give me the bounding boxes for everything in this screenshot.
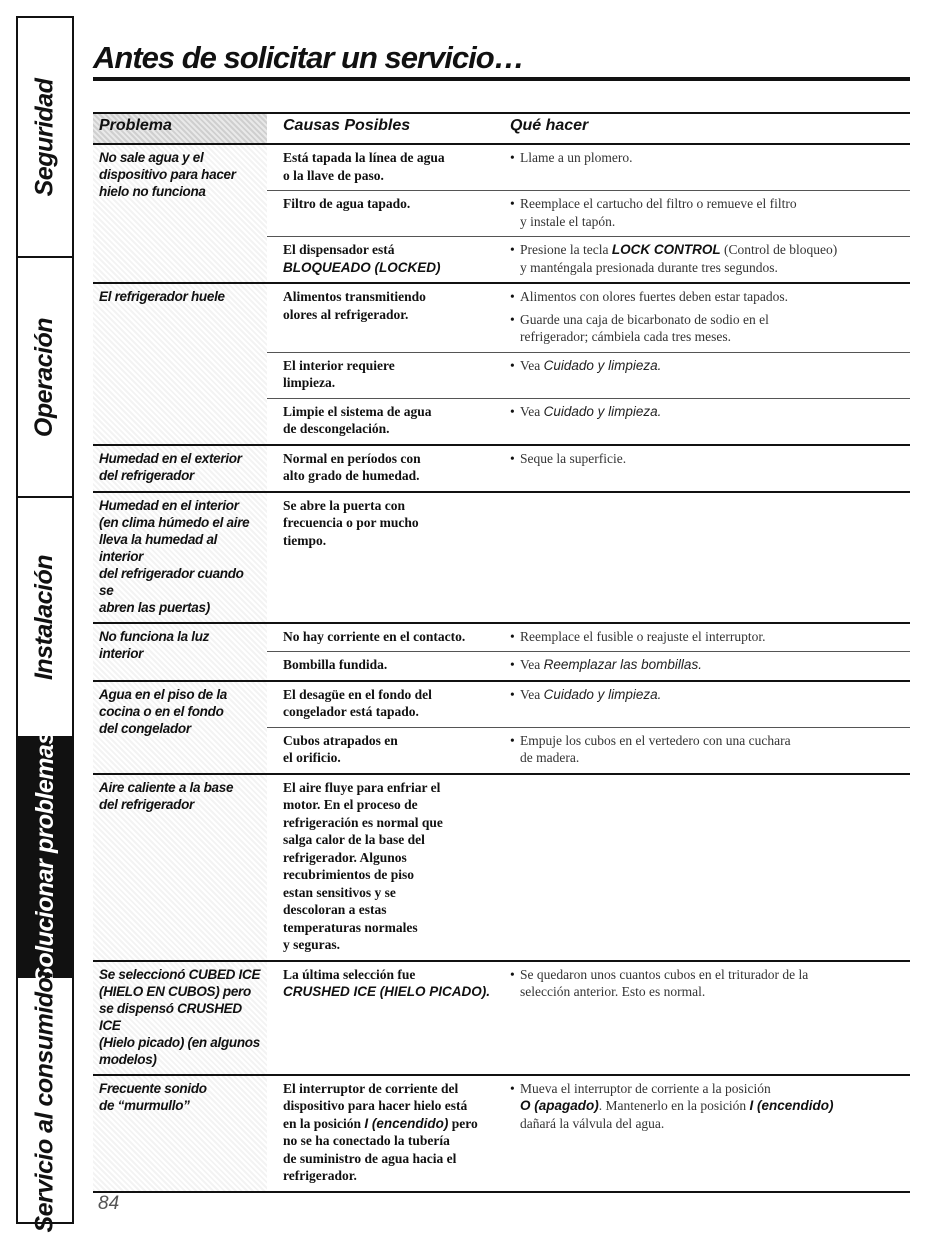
emphasis-text: Reemplazar las bombillas.	[543, 657, 702, 672]
action-cell	[502, 966, 910, 1001]
bullet-icon: •	[510, 657, 515, 672]
action-bullet	[510, 403, 910, 421]
action-cell	[502, 732, 910, 767]
page-title: Antes de solicitar un servicio…	[93, 40, 524, 75]
tab-label: Solucionar problemas	[30, 730, 59, 984]
emphasis-text: O (apagado)	[520, 1098, 599, 1113]
text-segment: Vea	[520, 357, 544, 373]
problem-cell	[93, 493, 267, 622]
problem-text: Humedad en el interior (en clima húmedo el aire lleva la humedad al interior del refrigerador cuando se abren las puertas)	[99, 497, 250, 615]
cause-action-group	[267, 493, 910, 622]
action-bullet	[510, 195, 910, 230]
problem-text: Frecuente sonido de “murmullo”	[99, 1080, 207, 1113]
cause-action-pair	[267, 284, 910, 353]
action-bullet	[510, 628, 910, 646]
bullet-icon: •	[510, 357, 515, 373]
header-causes: Causas Posibles	[283, 117, 411, 134]
tab-operacion[interactable]	[18, 258, 72, 498]
action-bullet	[510, 450, 910, 468]
text-segment: Vea	[520, 686, 544, 702]
cause-text	[267, 241, 502, 276]
text-segment: dañará la válvula del agua.	[520, 1115, 665, 1131]
table-row	[93, 1076, 910, 1193]
table-row	[93, 962, 910, 1076]
text-segment: (Control de bloqueo) y manténgala presionada durante tres segundos.	[520, 242, 838, 275]
header-problem-cell	[93, 114, 267, 143]
cause-text: Alimentos transmitiendo olores al refrigerador.	[283, 289, 426, 322]
tab-seguridad[interactable]	[18, 18, 72, 258]
cause-action-pair	[267, 353, 910, 399]
action-cell	[502, 1080, 910, 1185]
text-segment: Guarde una caja de bicarbonato de sodio en el refrigerador; cámbiela cada tres meses.	[520, 311, 769, 344]
section-tab-bar	[16, 16, 74, 1233]
text-segment: La última selección fue	[283, 966, 416, 982]
action-cell	[502, 686, 910, 721]
problem-cell	[93, 682, 267, 773]
cause-text: El aire fluye para enfriar el motor. En el proceso de refrigeración es normal que salga calor de la base del refrigerador. Algunos recubrimientos de piso estan sensitivos y se descoloran a estas temperaturas normales y seguras.	[283, 779, 443, 952]
header-problem: Problema	[99, 117, 172, 134]
cause-action-pair	[267, 399, 910, 444]
bullet-icon: •	[510, 1080, 515, 1096]
emphasis-text: BLOQUEADO (LOCKED)	[283, 259, 441, 275]
action-cell	[502, 357, 910, 392]
action-cell	[502, 149, 910, 184]
emphasis-text: I (encendido)	[364, 1115, 449, 1131]
text-segment: pero no se ha conectado la tubería de suministro de agua hacia el refrigerador.	[283, 1115, 478, 1183]
cause-action-pair	[267, 728, 910, 773]
problem-cell	[93, 284, 267, 444]
action-text	[520, 628, 766, 646]
emphasis-text: Cuidado y limpieza.	[543, 403, 662, 419]
action-text	[520, 288, 788, 306]
action-text	[520, 732, 791, 767]
text-segment: Seque la superficie.	[520, 450, 627, 466]
problem-text: El refrigerador huele	[99, 289, 225, 304]
cause-text	[267, 1080, 502, 1185]
text-segment: Mueva el interruptor de corriente a la posición	[520, 1080, 771, 1096]
bullet-icon: •	[510, 242, 515, 257]
action-bullet	[510, 149, 910, 167]
action-bullet	[510, 966, 910, 1001]
emphasis-text: Cuidado y limpieza.	[543, 357, 662, 373]
text-segment: Llame a un plomero.	[520, 150, 633, 165]
header-action: Qué hacer	[510, 117, 589, 134]
table-row	[93, 624, 910, 682]
action-text	[520, 195, 797, 230]
action-cell	[502, 779, 910, 954]
bullet-icon: •	[510, 289, 515, 304]
bullet-icon: •	[510, 311, 515, 327]
cause-action-group	[267, 682, 910, 773]
action-cell	[502, 195, 910, 230]
tab-label: Instalación	[30, 554, 59, 680]
bullet-icon: •	[510, 732, 515, 748]
table-row	[93, 446, 910, 493]
problem-text: Agua en el piso de la cocina o en el fondo del congelador	[99, 686, 227, 736]
cause-action-pair	[267, 775, 910, 960]
action-text	[520, 403, 661, 421]
text-segment: Alimentos con olores fuertes deben estar tapados.	[520, 289, 789, 304]
cause-action-pair	[267, 652, 910, 680]
cause-action-group	[267, 962, 910, 1074]
problem-cell	[93, 624, 267, 680]
emphasis-text: I (encendido)	[749, 1098, 834, 1113]
action-bullet	[510, 686, 910, 704]
action-text	[520, 966, 808, 1001]
bullet-icon: •	[510, 403, 515, 419]
text-segment: El dispensador está	[283, 242, 395, 257]
cause-text: Se abre la puerta con frecuencia o por mucho tiempo.	[283, 497, 419, 548]
tab-label: Operación	[30, 317, 59, 437]
problem-text: Se seleccionó CUBED ICE (HIELO EN CUBOS) pero se dispensó CRUSHED ICE (Hielo picado) (en algunos modelos)	[99, 966, 261, 1067]
action-cell	[502, 628, 910, 646]
action-text	[520, 241, 837, 276]
cause-action-pair	[267, 493, 910, 556]
cause-text	[267, 966, 502, 1001]
cause-action-pair	[267, 1076, 910, 1191]
header-action-cell	[502, 114, 910, 143]
cause-text: Filtro de agua tapado.	[283, 196, 411, 211]
text-segment: Empuje los cubos en el vertedero con una cuchara de madera.	[520, 732, 791, 765]
table-row	[93, 493, 910, 624]
cause-text: El desagüe en el fondo del congelador está tapado.	[283, 686, 432, 719]
action-text	[520, 357, 661, 375]
bullet-icon: •	[510, 196, 515, 211]
problem-text: Humedad en el exterior del refrigerador	[99, 450, 242, 483]
table-row	[93, 682, 910, 775]
bullet-icon: •	[510, 966, 515, 982]
title-divider	[93, 77, 910, 81]
bullet-icon: •	[510, 150, 515, 165]
cause-action-group	[267, 624, 910, 680]
tab-servicio-al-consumidor[interactable]	[18, 967, 72, 1233]
action-cell	[502, 497, 910, 550]
troubleshooting-table	[93, 112, 910, 1193]
text-segment: El interruptor de corriente del dispositivo para hacer hielo está en la posición	[283, 1080, 468, 1131]
header-causes-cell	[267, 114, 502, 143]
cause-action-pair	[267, 237, 910, 282]
cause-text: El interior requiere limpieza.	[283, 357, 395, 390]
action-cell	[502, 656, 910, 674]
problem-cell	[93, 1076, 267, 1191]
problem-text: No sale agua y el dispositivo para hacer hielo no funciona	[99, 150, 236, 199]
emphasis-text: Cuidado y limpieza.	[543, 686, 662, 702]
action-cell	[502, 450, 910, 485]
problem-cell	[93, 446, 267, 491]
cause-action-pair	[267, 962, 910, 1007]
action-bullet	[510, 241, 910, 276]
action-text	[520, 311, 769, 346]
text-segment: Vea	[520, 657, 544, 672]
text-segment: Reemplace el fusible o reajuste el interruptor.	[520, 628, 766, 644]
cause-action-group	[267, 284, 910, 444]
action-bullet	[510, 656, 910, 674]
action-text	[520, 686, 661, 704]
bullet-icon: •	[510, 450, 515, 466]
action-bullet	[510, 732, 910, 767]
action-bullet	[510, 1080, 910, 1133]
problem-cell	[93, 145, 267, 282]
action-cell	[502, 403, 910, 438]
cause-action-pair	[267, 145, 910, 191]
cause-action-pair	[267, 191, 910, 237]
table-header	[93, 114, 910, 145]
text-segment: Presione la tecla	[520, 242, 612, 257]
cause-text: Normal en períodos con alto grado de humedad.	[283, 450, 421, 483]
text-segment: Vea	[520, 403, 544, 419]
tab-instalacion[interactable]	[18, 498, 72, 738]
cause-text: No hay corriente en el contacto.	[283, 628, 466, 644]
text-segment: Reemplace el cartucho del filtro o remueve el filtro y instale el tapón.	[520, 196, 797, 229]
problem-text: Aire caliente a la base del refrigerador	[99, 779, 234, 812]
table-row	[93, 775, 910, 962]
problem-text: No funciona la luz interior	[99, 628, 210, 661]
emphasis-text: LOCK CONTROL	[611, 242, 721, 257]
cause-text: Está tapada la línea de agua o la llave de paso.	[283, 150, 445, 183]
cause-action-pair	[267, 624, 910, 653]
tab-label: Servicio al consumidor	[30, 967, 59, 1233]
action-bullet	[510, 357, 910, 375]
problem-cell	[93, 962, 267, 1074]
action-text	[520, 656, 702, 674]
problem-cell	[93, 775, 267, 960]
action-text	[520, 1080, 833, 1133]
bullet-icon: •	[510, 628, 515, 644]
action-bullet	[510, 288, 910, 306]
cause-action-pair	[267, 682, 910, 728]
table-row	[93, 145, 910, 284]
tab-solucionar-problemas[interactable]	[18, 730, 72, 984]
action-cell	[502, 241, 910, 276]
cause-text: Cubos atrapados en el orificio.	[283, 732, 398, 765]
tab-label: Seguridad	[30, 78, 59, 196]
cause-action-pair	[267, 446, 910, 491]
table-row	[93, 284, 910, 446]
table-body	[93, 145, 910, 1193]
cause-text: Limpie el sistema de agua de descongelación.	[283, 403, 432, 436]
cause-action-group	[267, 775, 910, 960]
action-text	[520, 149, 632, 167]
bullet-icon: •	[510, 686, 515, 702]
action-text	[520, 450, 626, 468]
cause-action-group	[267, 145, 910, 282]
text-segment: . Mantenerlo en la posición	[598, 1098, 750, 1113]
action-bullet	[510, 311, 910, 346]
cause-action-group	[267, 1076, 910, 1191]
cause-text: Bombilla fundida.	[283, 657, 388, 672]
action-cell	[502, 288, 910, 346]
text-segment: Se quedaron unos cuantos cubos en el triturador de la selección anterior. Esto es normal.	[520, 966, 809, 999]
cause-action-group	[267, 446, 910, 491]
page-number: 84	[98, 1193, 120, 1214]
emphasis-text: CRUSHED ICE (HIELO PICADO).	[283, 984, 491, 999]
